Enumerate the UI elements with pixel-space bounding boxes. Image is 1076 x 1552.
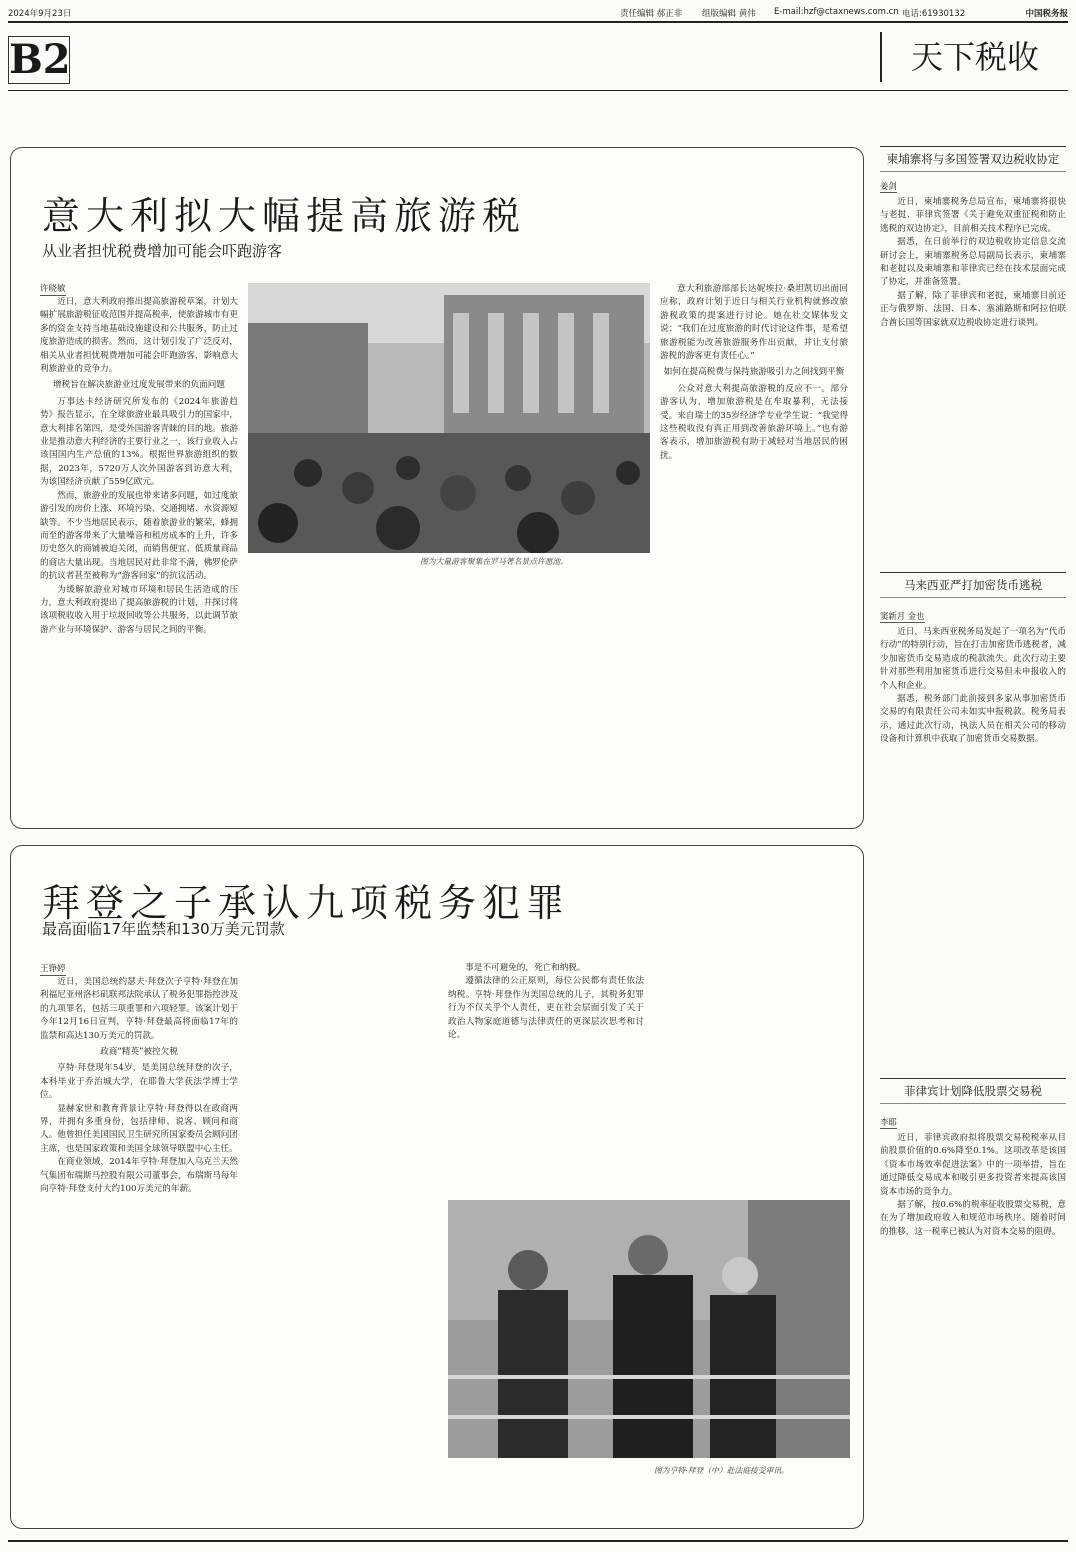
paragraph: 意大利旅游部部长达妮埃拉·桑坦凯切出面回应称，政府计划于近日与相关行业机构就修改旅游税政策的提案进行讨论。她在社交媒体发文说：“我们在过度旅游的时代讨论这件事，是希望旅游税能为改善旅游服务作出贡献，并让支付旅游税的游客更有责任心。” [660, 284, 848, 362]
article-column-italy-1 [40, 296, 238, 816]
newspaper-name: 中国税务报 [1025, 9, 1068, 19]
header-rule [8, 90, 1068, 91]
issue-date: 2024年9月23日 [8, 9, 72, 19]
photo-hunter-image [448, 1200, 850, 1458]
section-title: 天下税收 [880, 32, 1068, 82]
editor-credit: 责任编辑 郝正非 [620, 9, 683, 19]
paragraph: 据悉，在日前举行的双边税收协定信息交流研讨会上，柬埔寨税务总局副局长表示，柬埔寨和老挝以及柬埔寨和菲律宾已经在技术层面完成了协定，并准备签署。 [880, 237, 1066, 288]
paragraph: 据了解，除了菲律宾和老挝，柬埔寨目前还正与俄罗斯、法国、日本、塞浦路斯和阿拉伯联合酋长国等国家就双边税收协定进行谈判。 [880, 290, 1066, 328]
photo-caption-biden: 图为亨特·拜登（中）赴法庭接受审讯。 [654, 1466, 790, 1475]
paragraph: 事是不可避免的，死亡和纳税。 [465, 963, 586, 973]
photo-trevi-fountain [248, 283, 650, 553]
paragraph: 近日，菲律宾政府拟将股票交易税税率从目前股票价值的0.6%降至0.1%。这项改革是该国《资本市场效率促进法案》中的一项举措，旨在通过降低交易成本和吸引更多投资者来提高该国资本市场的竞争力。 [880, 1133, 1066, 1197]
sidebar-byline-cambodia: 姜剑 [880, 181, 897, 191]
byline-italy: 许晓敏 [40, 284, 66, 294]
headline-italy: 意大利拟大幅提高旅游税 [42, 194, 527, 238]
paragraph: 近日，马来西亚税务局发起了一项名为“代币行动”的特别行动，旨在打击加密货币逃税者，减少加密货币交易造成的税款流失。此次行动主要针对那些利用加密货币进行交易但未申报收入的个人和企业。 [880, 627, 1066, 691]
sidebar-title-malaysia: 马来西亚严打加密货币逃税 [880, 572, 1066, 598]
paragraph: 近日，意大利政府推出提高旅游税草案，计划大幅扩展旅游税征收范围并提高税率，使旅游城市有更多的资金支持当地基础设施建设和公共服务，防止过度旅游造成的损害。然而，这计划引发了广泛反对，相关从业者担忧税费增加可能会吓跑游客，影响意大利旅游业的竞争力。 [40, 297, 238, 375]
headline-biden: 拜登之子承认九项税务犯罪 [42, 881, 571, 925]
article-column-biden-4 [448, 962, 644, 1192]
contact-email[interactable]: E-mail:hzf@ctaxnews.com.cn [774, 7, 899, 17]
photo-hunter-biden [448, 1200, 850, 1458]
section-subhead: 政商“精英”被控欠税 [100, 1047, 178, 1058]
section-subhead: 增税旨在解决旅游业过度发展带来的负面问题 [53, 380, 225, 391]
paragraph: 万事达卡经济研究所发布的《2024年旅游趋势》报告显示，在全球旅游业最具吸引力的国家中，意大利排名第四，是受外国游客青睐的目的地。旅游业是推动意大利经济的主要行业之一，该行业收入占该国国内生产总值的13%。根据世界旅游组织的数据，2023年，5720万人次外国游客到访意大利，为该国经济贡献了559亿欧元。 [40, 396, 238, 488]
sidebar-byline-malaysia: 窦新月 金也 [880, 611, 925, 621]
sidebar-body-cambodia [880, 196, 1066, 548]
designer-credit: 组版编辑 黄伟 [702, 9, 756, 19]
paragraph: 显赫家世和教育背景让亨特·拜登得以在政商两界，并拥有多重身份，包括律师、说客、顾问和商人。他曾担任美国国民卫生研究所国家委员会顾问团主席，也是国家政策和美国全球领导联盟中心主任。 [40, 1103, 238, 1154]
top-rule [8, 21, 1068, 23]
contact-phone: 电话:61930132 [902, 9, 966, 19]
bottom-rule [8, 1540, 1068, 1542]
article-column-italy-4 [660, 283, 848, 817]
paragraph: 据了解，按0.6%的税率征收股票交易税，意在为了增加政府收入和规范市场秩序。随着时间的推移，这一税率已被认为对资本交易的阻碍。 [880, 1200, 1066, 1237]
paragraph: 近日，柬埔寨税务总局宣布，柬埔寨将很快与老挝、菲律宾签署《关于避免双重征税和防止逃税的双边协定》，目前相关技术程序已完成。 [880, 197, 1066, 234]
paragraph: 在商业领域，2014年亨特·拜登加入乌克兰天然气集团布瑞斯马控股有限公司董事会，布瑞斯马每年向亨特·拜登支付大约100万美元的年薪。 [40, 1157, 238, 1195]
subhead-biden: 最高面临17年监禁和130万美元罚款 [42, 920, 285, 938]
photo-trevi-image [248, 283, 650, 553]
page-number: B2 [9, 36, 71, 83]
subhead-italy: 从业者担忧税费增加可能会吓跑游客 [42, 242, 283, 260]
paragraph: 然而，旅游业的发展也带来诸多问题，如过度旅游引发的房价上涨、环境污染、交通拥堵、水资源短缺等。不少当地居民表示，随着旅游业的繁荣，蜂拥而至的游客带来了大量噪音和租房成本的上升，许多历史悠久的商铺被迫关闭，而销售便宜、低质量商品的商店大量出现。当地居民对此非常不满，佛罗伦萨的抗议者甚至被称为“游客回家”的抗议活动。 [40, 490, 238, 582]
paragraph: 遵循法律的公正原则，每位公民都有责任依法纳税。亨特·拜登作为美国总统的儿子，其税务犯罪行为不仅关乎个人责任，更在社会层面引发了关于政治人物家庭道德与法律责任的更深层次思考和讨论。 [448, 976, 644, 1041]
sidebar-title-cambodia: 柬埔寨将与多国签署双边税收协定 [880, 146, 1066, 172]
paragraph: 亨特·拜登现年54岁，是美国总统拜登的次子，本科毕业于乔治城大学，在耶鲁大学获法学博士学位。 [40, 1063, 238, 1101]
sidebar-title-philippines: 菲律宾计划降低股票交易税 [880, 1078, 1066, 1104]
sidebar-body-malaysia [880, 626, 1066, 1066]
section-subhead: 如何在提高税费与保持旅游吸引力之间找到平衡 [663, 367, 845, 378]
article-column-biden-1 [40, 976, 238, 1516]
masthead-bar [8, 6, 1068, 20]
photo-caption-italy: 图为大量游客聚集在罗马著名景点许愿池。 [420, 557, 569, 566]
paragraph: 近日，美国总统约瑟夫·拜登次子亨特·拜登在加利福尼亚州洛杉矶联邦法院承认了税务犯罪指控涉及的九项罪名，包括三项重罪和六项轻罪。该案计划于今年12月16日宣判，亨特·拜登最高将面临17年的监禁和高达130万美元的罚款。 [40, 977, 238, 1041]
paragraph: 为缓解旅游业对城市环境和居民生活造成的压力，意大利政府提出了提高旅游税的计划，并探讨将该项税收收入用于垃圾回收等公共服务，以此调节旅游产业与环境保护、游客与居民之间的平衡。 [40, 584, 238, 635]
sidebar-body-philippines [880, 1132, 1066, 1524]
paragraph: 据悉，税务部门此前接到多家从事加密货币交易的有限责任公司未如实申报税款。税务局表示，通过此次行动，执法人员在相关公司的移动设备和计算机中获取了加密货币交易数据。 [880, 694, 1066, 745]
paragraph: 公众对意大利提高旅游税的反应不一。部分游客认为，增加旅游税是在牟取暴利，无法接受。来自瑞士的35岁经济学专业学生说：“我觉得这些税收没有真正用到改善旅游环境上。”也有游客表示，增加旅游税有助于减轻对当地居民的困扰。 [660, 383, 848, 461]
byline-biden: 王铮婷 [40, 964, 66, 974]
sidebar-byline-philippines: 李耶 [880, 1117, 897, 1127]
